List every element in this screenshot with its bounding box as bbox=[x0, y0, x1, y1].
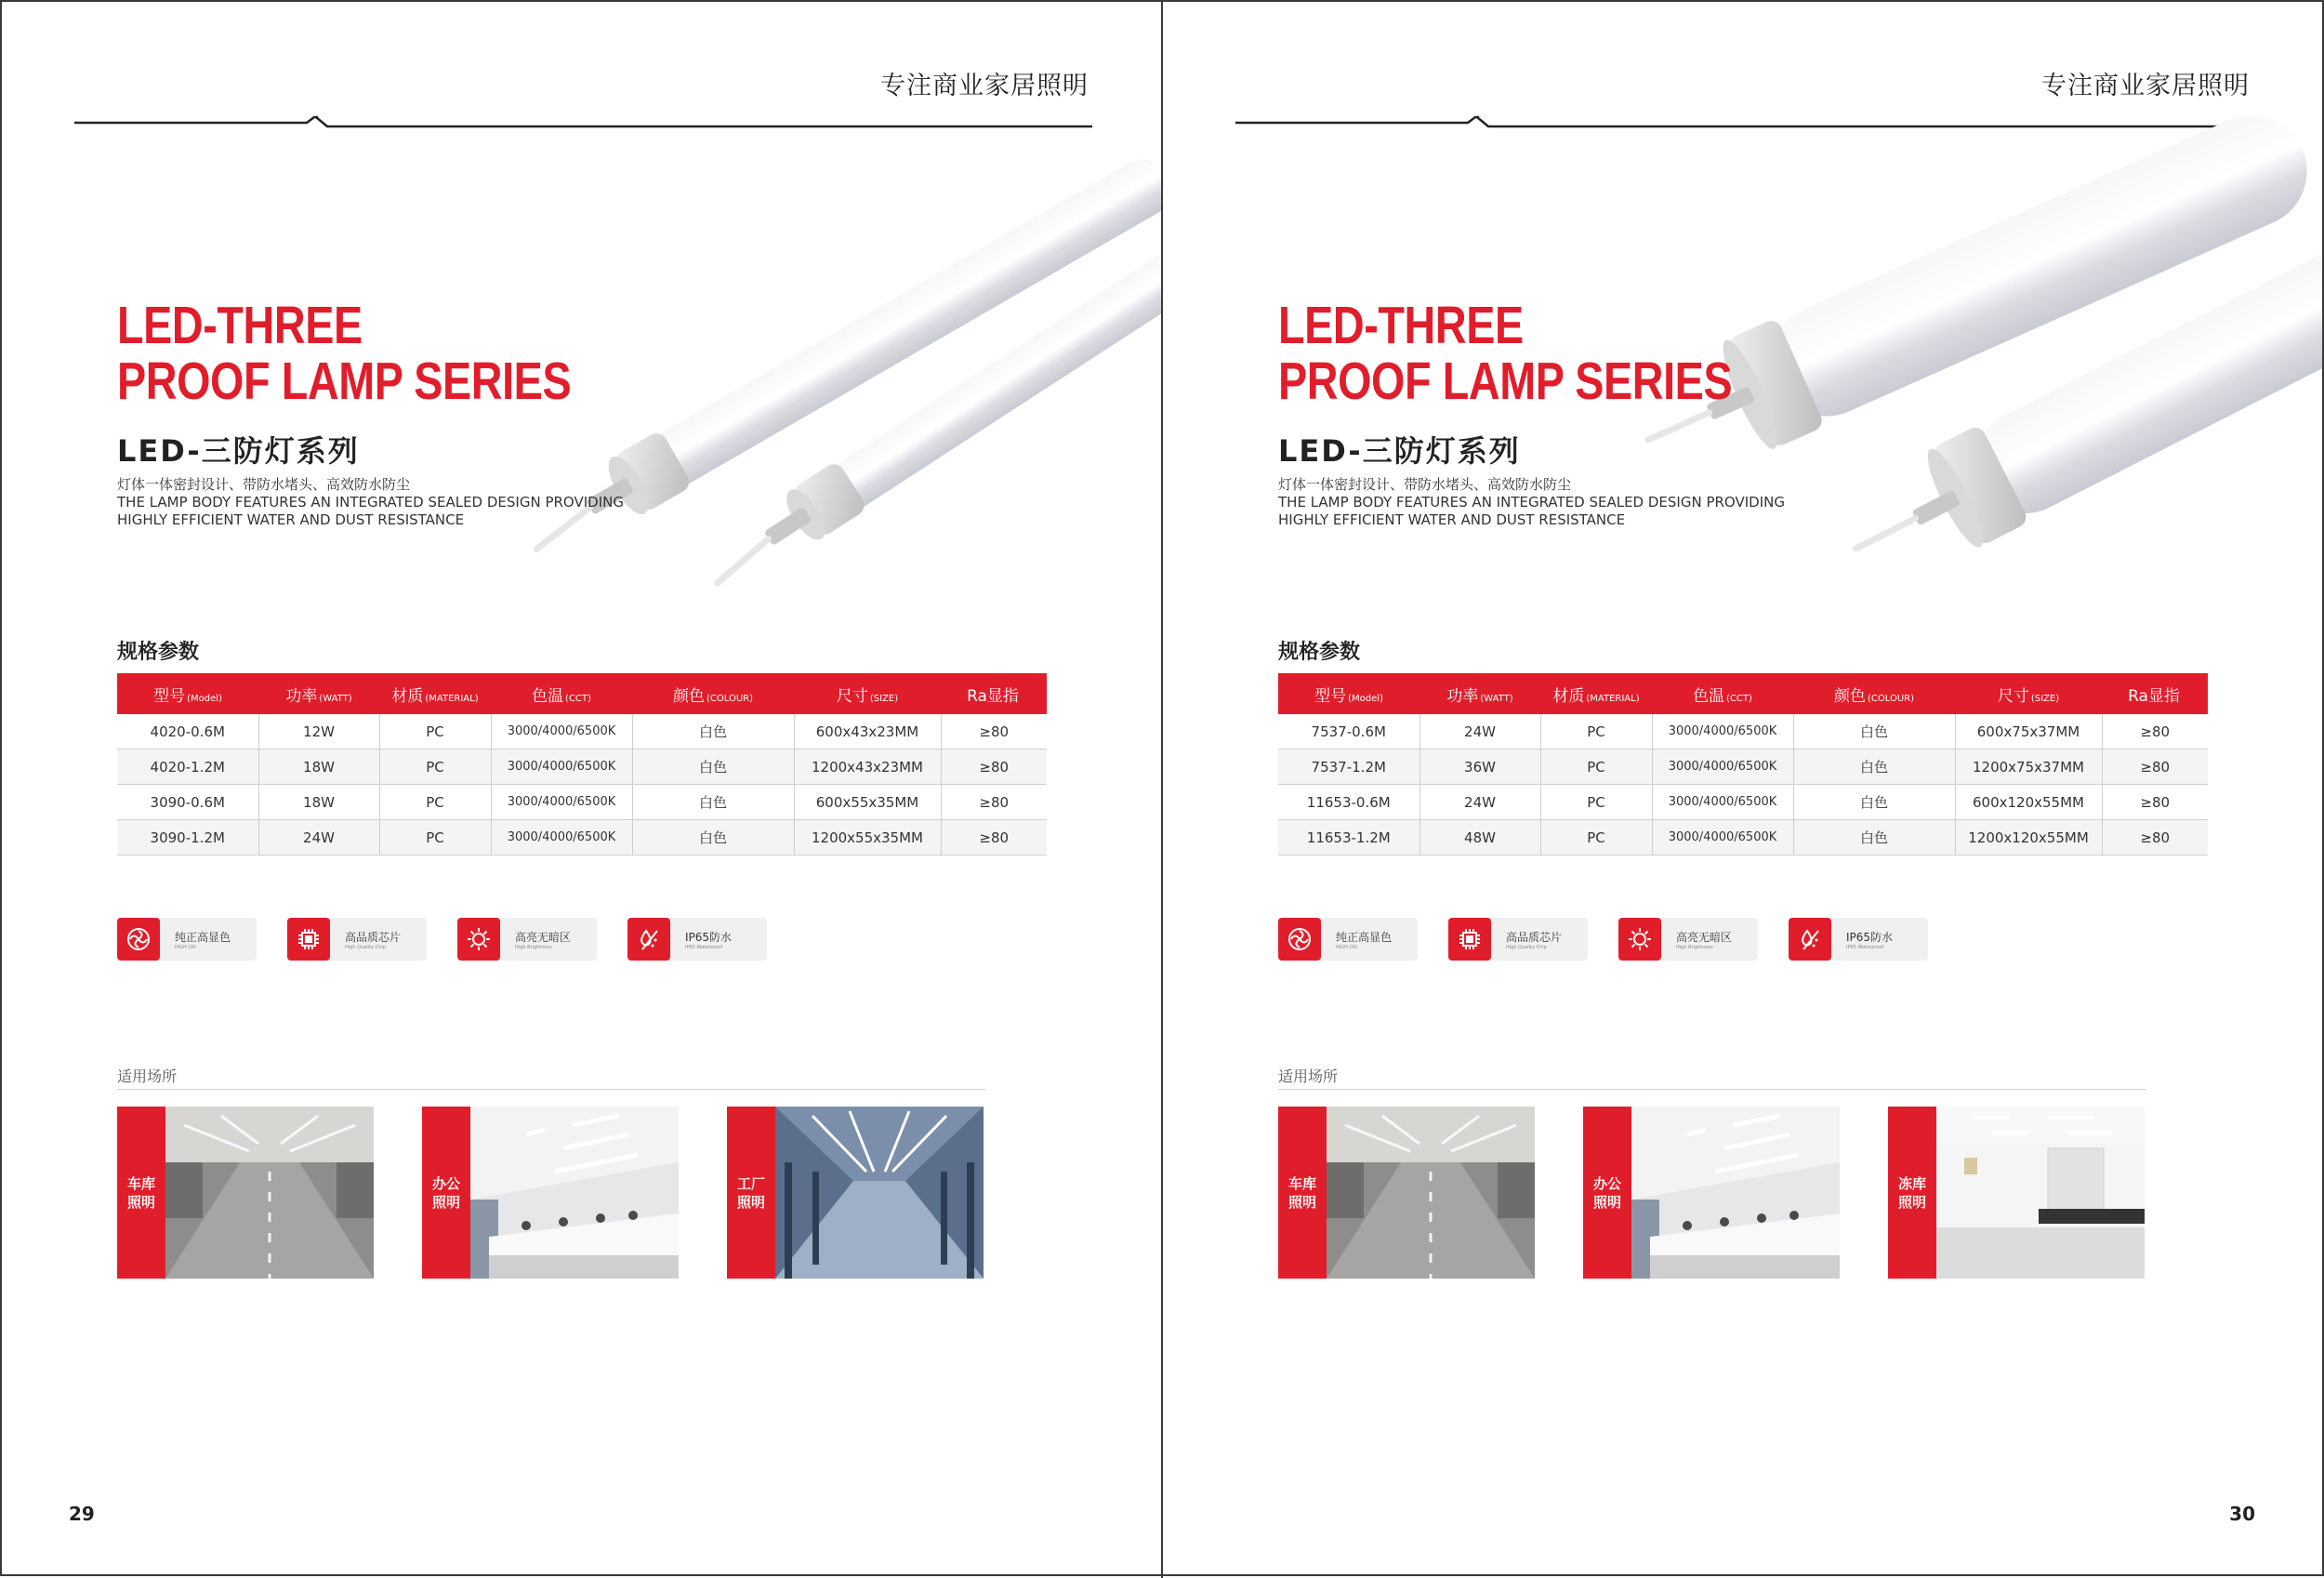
spec-column-header bbox=[1540, 673, 1652, 714]
application-label-band bbox=[727, 1107, 775, 1279]
waterproof-icon bbox=[1789, 918, 1831, 961]
header-cn: 型号 bbox=[153, 686, 186, 706]
table-cell: PC bbox=[379, 714, 491, 749]
series-title-line2: PROOF LAMP SERIES bbox=[117, 351, 572, 411]
feature-label: 高亮无暗区 bbox=[1676, 931, 1733, 944]
application-label: 冻库照明 bbox=[1897, 1174, 1926, 1211]
table-cell: 24W bbox=[1419, 714, 1540, 749]
header-en: (WATT) bbox=[1480, 693, 1513, 704]
table-cell: PC bbox=[379, 820, 491, 855]
series-title-cn: LED-三防灯系列 bbox=[1278, 433, 1521, 469]
table-row bbox=[117, 785, 1047, 820]
feature-sublabel: IP65 Waterproof bbox=[1846, 945, 1884, 950]
table-row bbox=[1278, 714, 2208, 749]
table-cell: 4020-1.2M bbox=[117, 749, 258, 785]
feature-sublabel: HIGH CRI bbox=[1336, 945, 1357, 950]
table-cell: 3000/4000/6500K bbox=[491, 820, 632, 855]
table-cell: 24W bbox=[1419, 785, 1540, 820]
header-cn: 尺寸 bbox=[1997, 686, 2029, 706]
table-cell: 7537-1.2M bbox=[1278, 749, 1419, 785]
feature-badge bbox=[1618, 918, 1758, 961]
spec-column-header bbox=[794, 673, 941, 714]
page-number: 30 bbox=[2229, 1503, 2255, 1525]
applications-divider bbox=[1278, 1089, 2146, 1090]
feature-badge bbox=[1789, 918, 1928, 961]
table-cell: 18W bbox=[258, 785, 379, 820]
table-cell: 3000/4000/6500K bbox=[491, 785, 632, 820]
header-cn: 材质 bbox=[391, 686, 424, 706]
table-cell: 白色 bbox=[1793, 749, 1955, 785]
table-cell: 11653-1.2M bbox=[1278, 820, 1419, 855]
header-en: (CCT) bbox=[1726, 693, 1752, 704]
table-cell: PC bbox=[1540, 714, 1652, 749]
description-en-line1: THE LAMP BODY FEATURES AN INTEGRATED SEALED DESIGN PROVIDING bbox=[1278, 494, 1785, 511]
header-en: (MATERIAL) bbox=[1586, 693, 1640, 704]
feature-sublabel: High Quality Chip bbox=[1506, 945, 1547, 950]
spec-column-header bbox=[379, 673, 491, 714]
description-cn: 灯体一体密封设计、带防水堵头、高效防水防尘 bbox=[117, 476, 411, 493]
application-label-band bbox=[1888, 1107, 1936, 1279]
header-cn: 颜色 bbox=[672, 686, 705, 706]
table-cell: PC bbox=[379, 785, 491, 820]
page-tagline: 专注商业家居照明 bbox=[880, 72, 1089, 100]
table-cell: ≥80 bbox=[2102, 785, 2208, 820]
series-title-line2: PROOF LAMP SERIES bbox=[1278, 351, 1733, 411]
table-cell: 7537-0.6M bbox=[1278, 714, 1419, 749]
feature-badge bbox=[627, 918, 767, 961]
feature-badge bbox=[457, 918, 597, 961]
header-cn: 尺寸 bbox=[836, 686, 868, 706]
application-label: 车库照明 bbox=[126, 1174, 155, 1211]
header-cn: Ra显指 bbox=[967, 686, 1019, 706]
feature-sublabel: High Quality Chip bbox=[345, 945, 386, 950]
spec-column-header bbox=[258, 673, 379, 714]
header-en: (Model) bbox=[187, 693, 222, 704]
page-number: 29 bbox=[69, 1503, 95, 1525]
table-cell: 白色 bbox=[632, 749, 794, 785]
table-cell: ≥80 bbox=[941, 785, 1047, 820]
sun-icon bbox=[1618, 918, 1661, 961]
feature-badge bbox=[1448, 918, 1588, 961]
header-cn: 功率 bbox=[1446, 686, 1479, 706]
application-label: 办公照明 bbox=[1592, 1174, 1621, 1211]
feature-badge bbox=[287, 918, 427, 961]
application-card bbox=[117, 1107, 374, 1279]
header-cn: 材质 bbox=[1552, 686, 1585, 706]
series-title-en bbox=[117, 298, 571, 409]
applications-divider bbox=[117, 1089, 985, 1090]
table-cell: 12W bbox=[258, 714, 379, 749]
spec-header-row bbox=[117, 673, 1047, 714]
application-scene-image bbox=[165, 1107, 374, 1279]
table-cell: 600x120x55MM bbox=[1955, 785, 2102, 820]
application-label-band bbox=[117, 1107, 165, 1279]
header-cn: 型号 bbox=[1314, 686, 1347, 706]
spec-column-header bbox=[1955, 673, 2102, 714]
table-cell: ≥80 bbox=[2102, 714, 2208, 749]
table-cell: ≥80 bbox=[941, 749, 1047, 785]
table-cell: 18W bbox=[258, 749, 379, 785]
spec-table bbox=[117, 673, 1047, 855]
table-cell: ≥80 bbox=[941, 820, 1047, 855]
application-card bbox=[422, 1107, 679, 1279]
product-description bbox=[117, 476, 693, 529]
application-scene-image bbox=[1631, 1107, 1840, 1279]
table-row bbox=[117, 820, 1047, 855]
application-scene-image bbox=[1327, 1107, 1535, 1279]
table-cell: 3090-1.2M bbox=[117, 820, 258, 855]
spec-column-header bbox=[1278, 673, 1419, 714]
table-cell: 36W bbox=[1419, 749, 1540, 785]
table-cell: 600x43x23MM bbox=[794, 714, 941, 749]
feature-sublabel: High Brightness bbox=[1676, 945, 1713, 950]
application-label-band bbox=[1583, 1107, 1631, 1279]
header-cn: 色温 bbox=[532, 686, 564, 706]
feature-label: 纯正高显色 bbox=[1336, 931, 1393, 944]
catalog-page-left bbox=[0, 0, 1161, 1576]
spec-column-header bbox=[1793, 673, 1955, 714]
table-cell: 白色 bbox=[632, 714, 794, 749]
table-cell: 白色 bbox=[632, 820, 794, 855]
series-title-line1: LED-THREE bbox=[117, 296, 363, 355]
table-cell: 3000/4000/6500K bbox=[491, 749, 632, 785]
table-cell: PC bbox=[1540, 749, 1652, 785]
application-label-band bbox=[1278, 1107, 1327, 1279]
application-label: 办公照明 bbox=[431, 1174, 460, 1211]
table-cell: 600x75x37MM bbox=[1955, 714, 2102, 749]
spec-header-row bbox=[1278, 673, 2208, 714]
description-en-line1: THE LAMP BODY FEATURES AN INTEGRATED SEALED DESIGN PROVIDING bbox=[117, 494, 624, 511]
feature-badges bbox=[117, 918, 824, 961]
feature-label: IP65防水 bbox=[1846, 931, 1894, 944]
table-cell: PC bbox=[1540, 785, 1652, 820]
waterproof-icon bbox=[627, 918, 670, 961]
sun-icon bbox=[457, 918, 500, 961]
application-card bbox=[727, 1107, 984, 1279]
feature-label: 高品质芯片 bbox=[1506, 931, 1563, 944]
table-cell: 3000/4000/6500K bbox=[1652, 820, 1793, 855]
table-row bbox=[117, 714, 1047, 749]
spec-column-header bbox=[1652, 673, 1793, 714]
feature-label: IP65防水 bbox=[685, 931, 733, 944]
table-cell: 1200x43x23MM bbox=[794, 749, 941, 785]
table-cell: 白色 bbox=[1793, 714, 1955, 749]
table-cell: PC bbox=[379, 749, 491, 785]
table-row bbox=[1278, 749, 2208, 785]
feature-sublabel: HIGH CRI bbox=[175, 945, 196, 950]
feature-sublabel: High Brightness bbox=[515, 945, 552, 950]
table-row bbox=[117, 749, 1047, 785]
feature-badge bbox=[117, 918, 257, 961]
description-en-line2: HIGHLY EFFICIENT WATER AND DUST RESISTANCE bbox=[1278, 511, 1626, 528]
application-card bbox=[1888, 1107, 2145, 1279]
header-en: (MATERIAL) bbox=[425, 693, 479, 704]
application-label: 车库照明 bbox=[1287, 1174, 1316, 1211]
table-cell: 48W bbox=[1419, 820, 1540, 855]
table-cell: 24W bbox=[258, 820, 379, 855]
spec-column-header bbox=[2102, 673, 2208, 714]
header-en: (WATT) bbox=[319, 693, 352, 704]
high-cri-icon bbox=[117, 918, 160, 961]
spec-table bbox=[1278, 673, 2208, 855]
feature-label: 高品质芯片 bbox=[345, 931, 402, 944]
feature-label: 高亮无暗区 bbox=[515, 931, 572, 944]
application-label: 工厂照明 bbox=[736, 1174, 765, 1211]
spec-heading: 规格参数 bbox=[117, 641, 200, 664]
feature-badge bbox=[1278, 918, 1418, 961]
spec-heading: 规格参数 bbox=[1278, 641, 1361, 664]
spec-column-header bbox=[1419, 673, 1540, 714]
spec-column-header bbox=[491, 673, 632, 714]
chip-icon bbox=[1448, 918, 1491, 961]
series-title-cn: LED-三防灯系列 bbox=[117, 433, 360, 469]
feature-sublabel: IP65 Waterproof bbox=[685, 945, 723, 950]
header-en: (SIZE) bbox=[869, 693, 899, 704]
table-cell: 白色 bbox=[632, 785, 794, 820]
header-en: (SIZE) bbox=[2030, 693, 2060, 704]
header-cn: 功率 bbox=[285, 686, 318, 706]
table-cell: ≥80 bbox=[2102, 820, 2208, 855]
table-cell: 1200x75x37MM bbox=[1955, 749, 2102, 785]
chip-icon bbox=[287, 918, 330, 961]
table-cell: 600x55x35MM bbox=[794, 785, 941, 820]
description-en-line2: HIGHLY EFFICIENT WATER AND DUST RESISTANCE bbox=[117, 511, 465, 528]
feature-label: 纯正高显色 bbox=[175, 931, 231, 944]
applications-heading: 适用场所 bbox=[1278, 1067, 1339, 1085]
table-cell: ≥80 bbox=[2102, 749, 2208, 785]
header-en: (CCT) bbox=[565, 693, 591, 704]
application-scene-image bbox=[775, 1107, 984, 1279]
table-cell: ≥80 bbox=[941, 714, 1047, 749]
application-card bbox=[1583, 1107, 1840, 1279]
applications-heading: 适用场所 bbox=[117, 1067, 178, 1085]
table-cell: 白色 bbox=[1793, 820, 1955, 855]
table-cell: 1200x120x55MM bbox=[1955, 820, 2102, 855]
table-cell: 3000/4000/6500K bbox=[491, 714, 632, 749]
table-row bbox=[1278, 785, 2208, 820]
product-description bbox=[1278, 476, 1855, 529]
table-cell: 1200x55x35MM bbox=[794, 820, 941, 855]
application-card bbox=[1278, 1107, 1535, 1279]
header-cn: 色温 bbox=[1693, 686, 1725, 706]
page-tagline: 专注商业家居照明 bbox=[2041, 72, 2250, 100]
spec-column-header bbox=[117, 673, 258, 714]
application-scene-image bbox=[470, 1107, 679, 1279]
table-cell: 白色 bbox=[1793, 785, 1955, 820]
header-cn: 颜色 bbox=[1833, 686, 1866, 706]
series-title-en bbox=[1278, 298, 1732, 409]
header-en: (Model) bbox=[1348, 693, 1383, 704]
table-cell: 3000/4000/6500K bbox=[1652, 749, 1793, 785]
header-en: (COLOUR) bbox=[706, 693, 753, 704]
header-en: (COLOUR) bbox=[1867, 693, 1914, 704]
table-cell: PC bbox=[1540, 820, 1652, 855]
application-scene-image bbox=[1936, 1107, 2145, 1279]
series-title-line1: LED-THREE bbox=[1278, 296, 1524, 355]
spec-column-header bbox=[941, 673, 1047, 714]
spec-column-header bbox=[632, 673, 794, 714]
header-cn: Ra显指 bbox=[2128, 686, 2180, 706]
table-cell: 3000/4000/6500K bbox=[1652, 714, 1793, 749]
feature-badges bbox=[1278, 918, 1985, 961]
table-cell: 3000/4000/6500K bbox=[1652, 785, 1793, 820]
catalog-page-right bbox=[1163, 0, 2324, 1576]
table-cell: 4020-0.6M bbox=[117, 714, 258, 749]
table-cell: 11653-0.6M bbox=[1278, 785, 1419, 820]
table-cell: 3090-0.6M bbox=[117, 785, 258, 820]
high-cri-icon bbox=[1278, 918, 1321, 961]
table-row bbox=[1278, 820, 2208, 855]
description-cn: 灯体一体密封设计、带防水堵头、高效防水防尘 bbox=[1278, 476, 1572, 493]
application-label-band bbox=[422, 1107, 470, 1279]
